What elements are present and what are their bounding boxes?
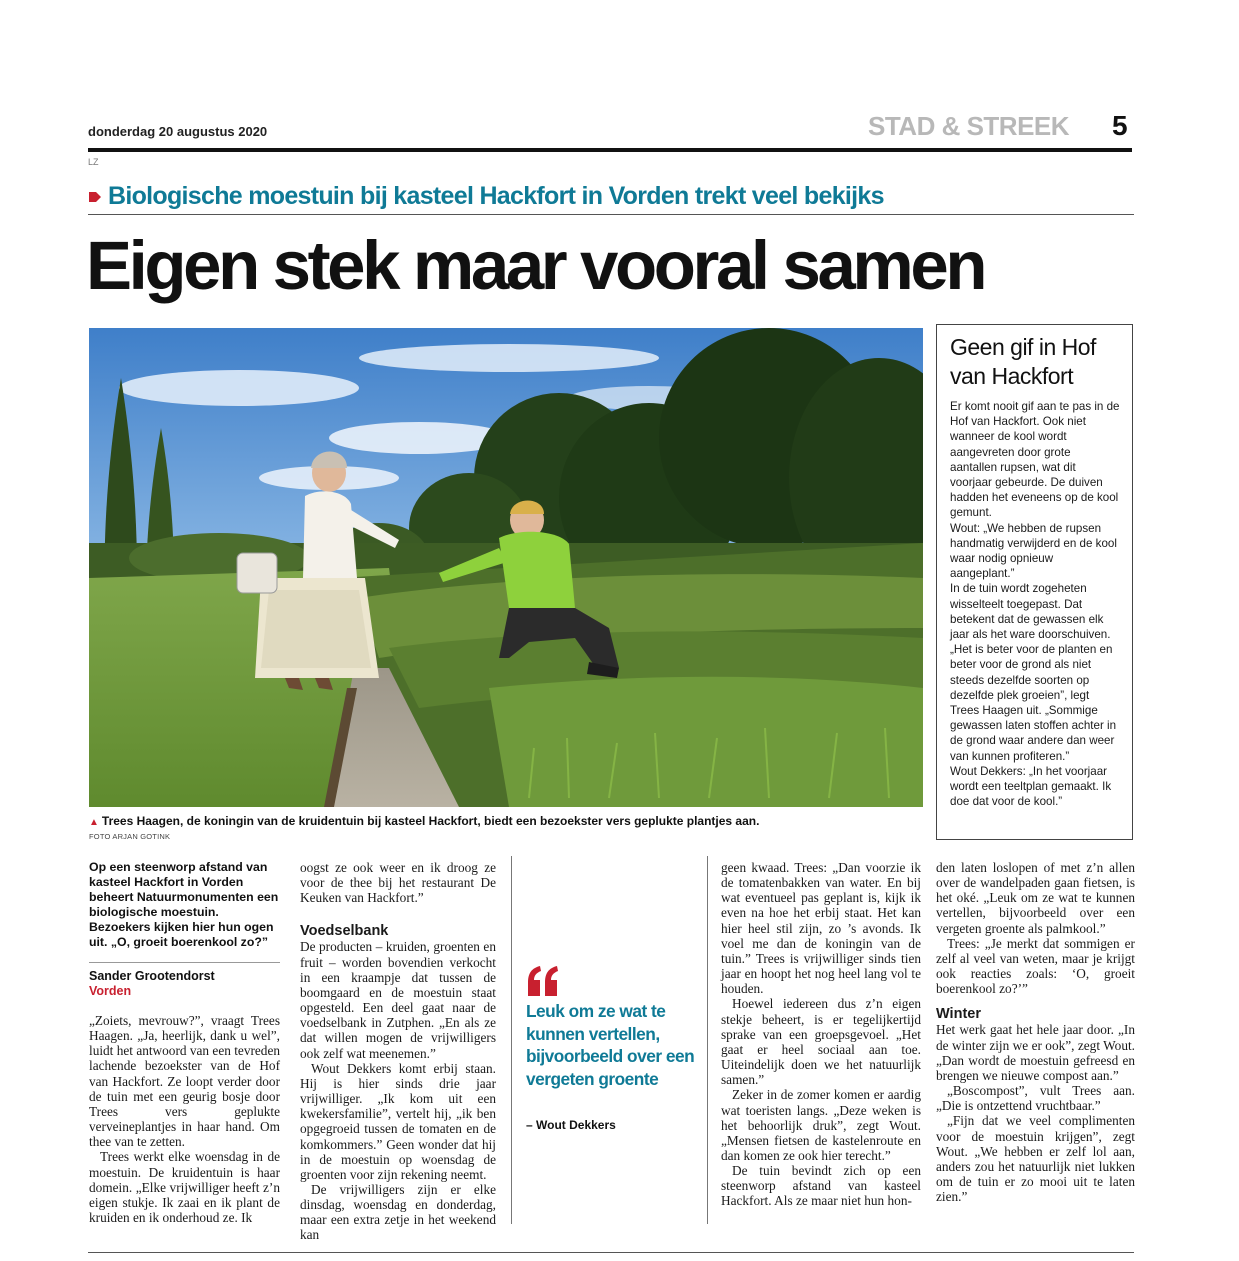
article-column-4 [721, 860, 921, 1209]
column-divider [707, 856, 708, 1224]
bottom-rule [88, 1252, 1134, 1253]
body-paragraph: De producten – kruiden, groenten en fruit – worden bovendien verkocht in een kraampje dat tussen de boomgaard en de moestuin staat opgesteld. Een deel gaat naar de voedselbank in Zutphen. „En als ze dat willen mogen de vrijwilligers ook zelf wat meenemen.” [300, 939, 496, 1061]
article-column-5 [936, 860, 1135, 1204]
pull-quote-attribution: – Wout Dekkers [526, 1118, 616, 1132]
sidebar-body [950, 399, 1120, 809]
quote-mark-icon [526, 966, 560, 996]
body-paragraph: den laten loslopen of met z’n allen over de wandelpaden gaan fietsen, is het oké. „Leuk om ze wat te kunnen vertellen, bijvoorbeeld over een vergeten groente als palmkool.” [936, 860, 1135, 936]
body-paragraph: Trees werkt elke woensdag in de moestuin. De kruidentuin is haar domein. „Elke vrijwilliger heeft z’n eigen stukje. Ik zaai en ik plant de kruiden en ik onderhoud ze. Ik [89, 1149, 280, 1226]
body-paragraph: „Boscompost”, vult Trees aan. „Die is ontzettend vruchtbaar.” [936, 1083, 1135, 1114]
header-rule [88, 148, 1132, 152]
subhead-winter: Winter [936, 1006, 981, 1023]
body-paragraph: Wout Dekkers komt erbij staan. Hij is hier sinds drie jaar vrijwilliger. „Ik kom uit een kwekersfamilie”, vertelt hij, „ik ben opgegroeid tussen de tomaten en de komkommers.” Geen wonder dat hij in de moestuin op woensdag de groenten voor zijn rekening neemt. [300, 1060, 496, 1182]
caption-text: Trees Haagen, de koningin van de kruidentuin bij kasteel Hackfort, biedt een bezoekster vers geplukte plantjes aan. [101, 814, 760, 828]
headline: Eigen stek maar vooral samen [86, 227, 985, 304]
body-paragraph: Zeker in de zomer komen er aardig wat toeristen langs. „Deze weken is het behoorlijk druk”, zegt Wout. „Mensen fietsen de kastelenroute en dan komen ze ook hier terecht.” [721, 1087, 921, 1163]
column-divider [511, 856, 512, 1224]
body-paragraph: „Zoiets, mevrouw?”, vraagt Trees Haagen. „Ja, heerlijk, dank u wel”, luidt het antwoord van een tevreden lachende bezoekster van de Hof van Hackfort. Ze loopt verder door de tuin met een geurig bosje door Trees vers geplukte verveineplantjes in haar hand. Om thee van te zetten. [89, 1013, 280, 1150]
body-paragraph: Het werk gaat het hele jaar door. „In de winter zijn we er ook”, zegt Wout. „Dan wordt de moestuin gefreesd en brengen we nieuwe compost aan.” [936, 1022, 1135, 1083]
body-paragraph: Hoewel iedereen dus z’n eigen stekje beheert, is er tegelijkertijd sprake van een groepsgevoel. „Het gaat er heel sociaal aan toe. Uiteindelijk doen we het natuurlijk samen.” [721, 996, 921, 1088]
body-paragraph: Trees: „Je merkt dat sommigen er zelf al veel van weten, maar je krijgt ook reacties zoals: ‘O, groeit boerenkool zo?’” [936, 935, 1135, 997]
kicker-text: Biologische moestuin bij kasteel Hackfort in Vorden trekt veel bekijks [108, 181, 884, 210]
photo-caption [89, 814, 923, 828]
body-paragraph: „Fijn dat we veel complimenten voor de moestuin krijgen”, zegt Wout. „We hebben er zelf lol aan, anders zou het natuurlijk niet lukken om de tuin er zo mooi uit te laten zien.” [936, 1113, 1135, 1205]
article-column-1 [89, 860, 280, 1225]
article-location: Vorden [89, 984, 132, 998]
body-paragraph: De vrijwilligers zijn er elke dinsdag, woensdag en donderdag, maar een extra zetje in het weekend kan [300, 1181, 496, 1243]
sidebar-box [936, 324, 1133, 840]
body-paragraph: De tuin bevindt zich op een steenworp afstand van kasteel Hackfort. Als ze maar niet hun hon- [721, 1163, 921, 1209]
caption-triangle-icon: ▲ [89, 817, 99, 828]
sidebar-paragraph: Wout: „We hebben de rupsen handmatig verwijderd en de kool waar nodig opnieuw aangeplant.” [950, 521, 1117, 581]
garden-photo-illustration [89, 328, 923, 807]
body-paragraph: geen kwaad. Trees: „Dan voorzie ik de tomatenbakken van water. En bij wat eventueel pas geplant is, kijk ik even na hoe het erbij staat. Het kan hier heel stil zijn, zo ’s avonds. Ik voel me dan de koningin van de tuin.” Trees is vrijwilliger sinds tien jaar en hoopt het nog heel lang vol te houden. [721, 860, 921, 997]
photo-credit: FOTO ARJAN GOTINK [89, 832, 171, 841]
page-number: 5 [1112, 110, 1128, 141]
sidebar-paragraph: Wout Dekkers: „In het voorjaar wordt een teeltplan gemaakt. Ik doe dat voor de kool.” [950, 764, 1112, 809]
kicker-arrow-icon [88, 190, 102, 204]
kicker [88, 180, 1138, 212]
article-intro: Op een steenworp afstand van kasteel Hackfort in Vorden beheert Natuurmonumenten een biologische moestuin. Bezoekers kijken hier hun ogen uit. „O, groeit boerenkool zo?” [89, 860, 279, 949]
kicker-rule [88, 214, 1134, 215]
sidebar-paragraph: In de tuin wordt zogeheten wisselteelt toegepast. Dat betekent dat de gewassen elk jaar als het ware doorschuiven. „Het is beter voor de planten en beter voor de grond als niet steeds dezelfde soorten op dezelfde plek groeien”, legt Trees Haagen uit. „Sommige gewassen laten stoffen achter in de grond waar andere dan weer van kunnen profiteren.” [950, 582, 1117, 763]
sidebar-paragraph: Er komt nooit gif aan te pas in de Hof van Hackfort. Ook niet wanneer de kool wordt aangevreten door grote aantallen rupsen, wat dit voorjaar gebeurde. De duiven hadden het eveneens op de kool gemunt. [950, 400, 1120, 520]
issue-date: donderdag 20 augustus 2020 [88, 124, 268, 139]
edition-code: LZ [88, 157, 99, 167]
article-author: Sander Grootendorst [89, 962, 280, 984]
subhead-voedselbank: Voedselbank [300, 923, 389, 940]
body-paragraph: oogst ze ook weer en ik droog ze voor de thee bij het restaurant De Keuken van Hackfort.” [300, 860, 496, 906]
pull-quote: Leuk om ze wat te kunnen vertellen, bijvoorbeeld over een vergeten groente [526, 1001, 695, 1089]
article-column-2 [300, 860, 496, 1243]
section-title: STAD & STREEK [868, 111, 1070, 141]
garden-photo [89, 328, 923, 807]
sidebar-title: Geen gif in Hof van Hackfort [950, 334, 1096, 389]
